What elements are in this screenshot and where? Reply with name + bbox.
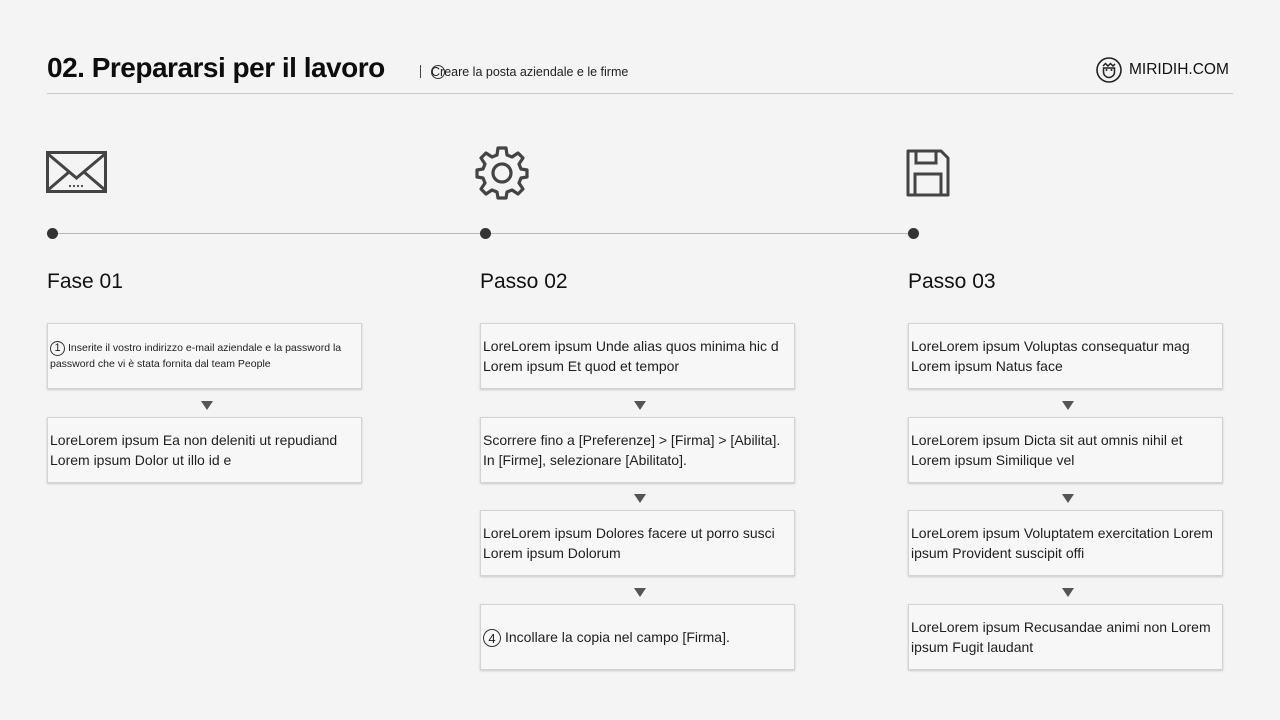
step-label: Passo 02 [480, 270, 568, 293]
header-divider [47, 93, 1233, 94]
down-arrow-icon [634, 401, 646, 410]
brand [1096, 57, 1229, 83]
step-box-text: LoreLorem ipsum Voluptatem exercitation Lorem ipsum Provident suscipit offi [911, 525, 1213, 561]
step-box-text: LoreLorem ipsum Recusandae animi non Lorem ipsum Fugit laudant [911, 619, 1211, 655]
step-box-text: Inserite il vostro indirizzo e-mail aziendale e la password la password che vi è stata fornita dal team People [50, 342, 342, 370]
step-box-text: Incollare la copia nel campo [Firma]. [505, 628, 730, 645]
timeline-dot [908, 228, 919, 239]
down-arrow-icon [634, 588, 646, 597]
step-box [908, 417, 1223, 483]
step-box-text: LoreLorem ipsum Dicta sit aut omnis nihil et Lorem ipsum Similique vel [911, 432, 1183, 468]
step-box [480, 417, 795, 483]
down-arrow-icon [1062, 401, 1074, 410]
step-box-text: LoreLorem ipsum Ea non deleniti ut repudiand Lorem ipsum Dolor ut illo id e [50, 432, 338, 468]
timeline-dot [47, 228, 58, 239]
step-number-icon: 1 [50, 341, 65, 356]
step-label: Passo 03 [908, 270, 996, 293]
step-box [908, 604, 1223, 670]
step-box [480, 323, 795, 389]
down-arrow-icon [1062, 494, 1074, 503]
circle-mark-icon [431, 65, 445, 79]
step-box-text: Scorrere fino a [Preferenze] > [Firma] > [Abilita]. In [Firme], selezionare [Abilitato]. [483, 432, 781, 468]
floppy-disk-icon [905, 148, 951, 198]
step-box [47, 323, 362, 389]
brand-name: MIRIDIH.COM [1129, 61, 1229, 78]
step-box-text: LoreLorem ipsum Unde alias quos minima hic d Lorem ipsum Et quod et tempor [483, 338, 779, 374]
step-box [908, 510, 1223, 576]
miridih-logo-icon [1096, 57, 1122, 83]
envelope-icon [46, 151, 107, 193]
step-box [908, 323, 1223, 389]
gear-icon [474, 145, 530, 201]
step-box [480, 604, 795, 670]
down-arrow-icon [201, 401, 213, 410]
page-title: 02. Prepararsi per il lavoro [47, 52, 385, 83]
step-box [480, 510, 795, 576]
step-box-text: LoreLorem ipsum Dolores facere ut porro susci Lorem ipsum Dolorum [483, 525, 775, 561]
page-subtitle [431, 65, 628, 79]
page-subtitle-text: Creare la posta aziendale e le firme [431, 65, 629, 79]
step-box [47, 417, 362, 483]
subtitle-divider [420, 65, 421, 78]
step-number-icon: 4 [483, 629, 501, 647]
step-label: Fase 01 [47, 270, 123, 293]
down-arrow-icon [634, 494, 646, 503]
step-box-text: LoreLorem ipsum Voluptas consequatur mag Lorem ipsum Natus face [911, 338, 1190, 374]
down-arrow-icon [1062, 588, 1074, 597]
timeline-dot [480, 228, 491, 239]
